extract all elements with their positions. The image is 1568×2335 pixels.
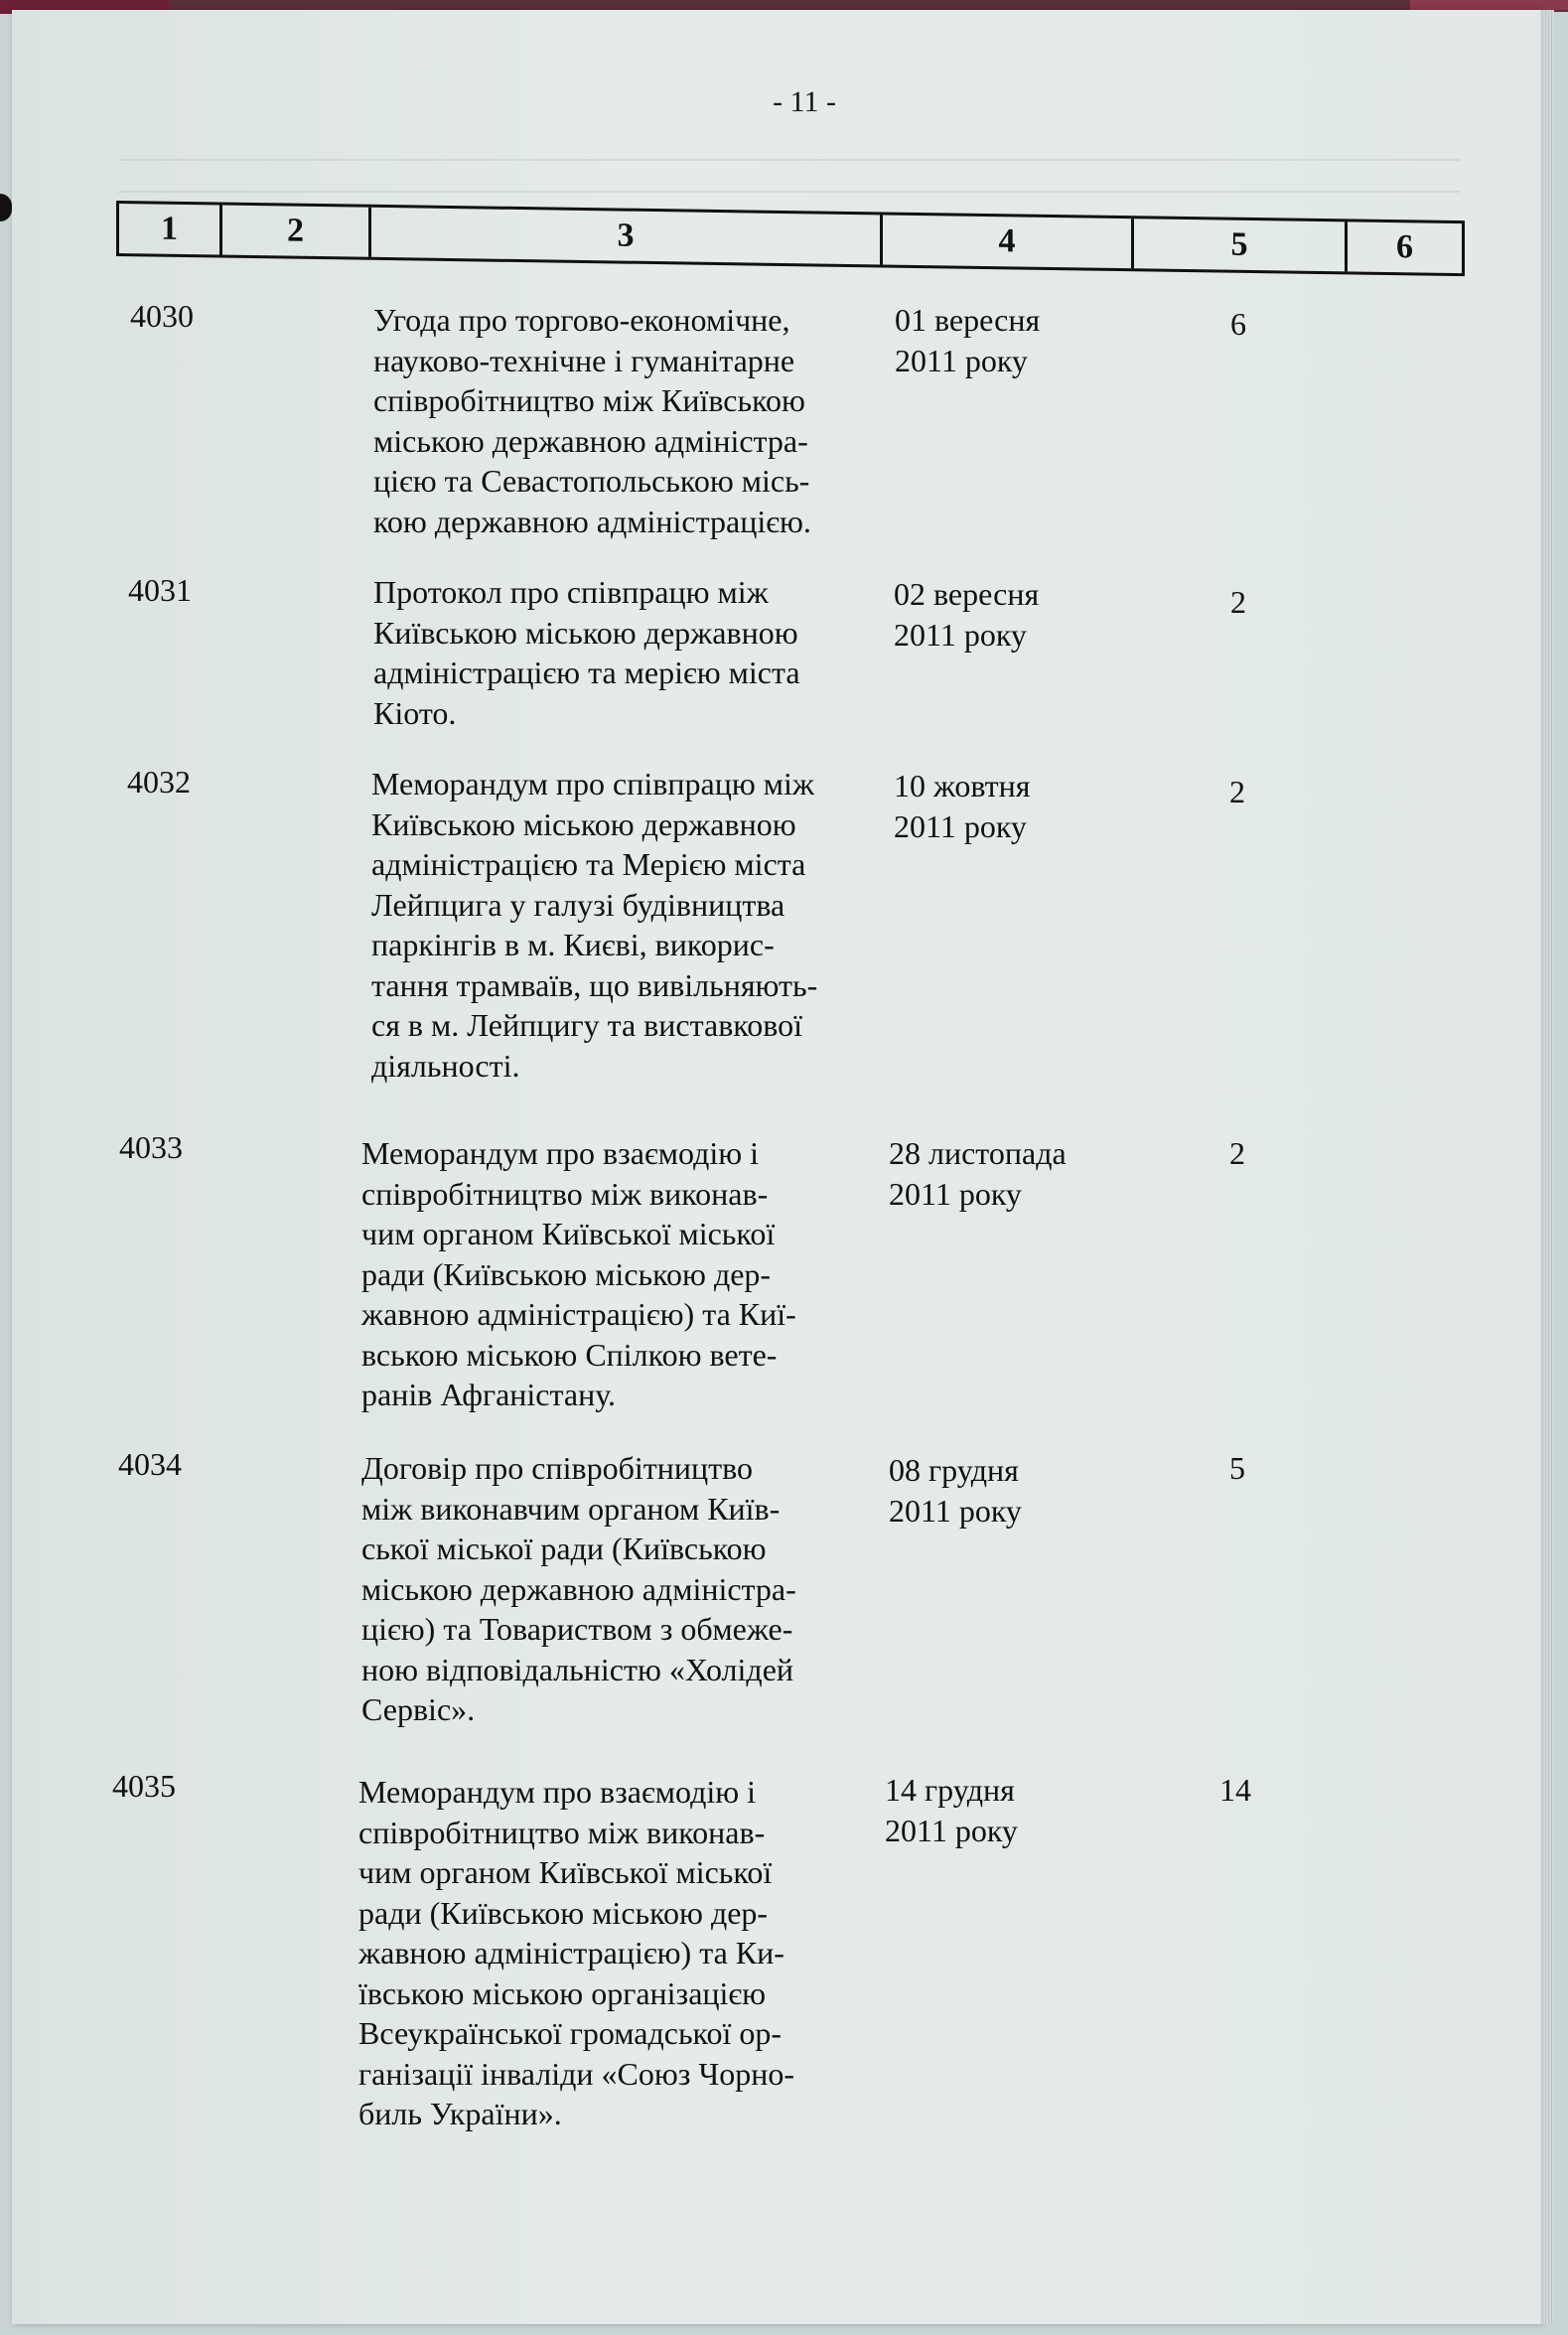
entry-number: 4034 xyxy=(118,1446,182,1482)
bleed-through-header xyxy=(119,159,1460,193)
entry-number: 4035 xyxy=(112,1768,176,1804)
background-corner-right xyxy=(1410,0,1568,10)
entry-pages: 5 xyxy=(1229,1450,1245,1486)
entry-date: 08 грудня 2011 року xyxy=(889,1452,1022,1529)
entry-title: Угода про торгово-економічне, науково-технічне і гуманітарне співробітництво між Київською міською державною адміністра- цією та Севастопольською місь- кою державною адміністрацією. xyxy=(373,302,811,539)
entry-title: Меморандум про взаємодію і співробітництво між виконав- чим органом Київської міської ради (Київською міською дер- жавною адміністрацією) та Ки- ївською міською організацією Всеукраїнської громадської ор- ганізації інваліди «Союз Чорно- биль України». xyxy=(358,1774,795,2131)
column-header-1: 1 xyxy=(119,204,222,255)
page-stack-edge xyxy=(1540,10,1554,2324)
column-header-2: 2 xyxy=(222,206,371,257)
entry-title: Протокол про співпрацю між Київською міською державною адміністрацією та мерією міста Кіото. xyxy=(373,574,800,731)
entry-number: 4031 xyxy=(128,572,192,608)
entry-title: Меморандум про взаємодію і співробітництво між виконав- чим органом Київської міської ради (Київською міською дер- жавною адміністрацією) та Киї- вською міською Спілкою вете- ранів Афганістану. xyxy=(361,1135,796,1412)
entry-number: 4032 xyxy=(127,764,191,800)
entry-date: 14 грудня 2011 року xyxy=(885,1772,1018,1848)
entry-pages: 14 xyxy=(1219,1772,1251,1808)
entry-date: 10 жовтня 2011 року xyxy=(894,768,1031,844)
column-header-5: 5 xyxy=(1134,219,1348,271)
entry-date: 02 вересня 2011 року xyxy=(894,576,1040,653)
page-number: - 11 - xyxy=(773,85,836,118)
entry-pages: 2 xyxy=(1229,774,1245,809)
entry-number: 4030 xyxy=(130,298,194,334)
entry-date: 28 листопада 2011 року xyxy=(889,1135,1067,1212)
column-header-4: 4 xyxy=(883,215,1134,268)
entry-pages: 2 xyxy=(1230,584,1246,620)
entry-pages: 6 xyxy=(1230,306,1246,342)
entry-date: 01 вересня 2011 року xyxy=(895,302,1041,378)
entry-title: Меморандум про співпрацю між Київською міською державною адміністрацією та Мерією міста Лейпцига у галузі будівництва паркінгів в м. Києві, викорис- тання трамваїв, що вивільняють- ся в м. Лейпцигу та виставкової діяльності. xyxy=(371,766,818,1084)
entry-pages: 2 xyxy=(1229,1135,1245,1171)
entry-title: Договір про співробітництво між виконавчим органом Київ- ської міської ради (Київською міською державною адміністра- цією) та Товариством з обмеже- ною відповідальністю «Холідей Сервіс». xyxy=(361,1450,796,1727)
entry-number: 4033 xyxy=(119,1129,183,1165)
column-header-3: 3 xyxy=(371,208,883,265)
column-header-6: 6 xyxy=(1396,228,1413,266)
